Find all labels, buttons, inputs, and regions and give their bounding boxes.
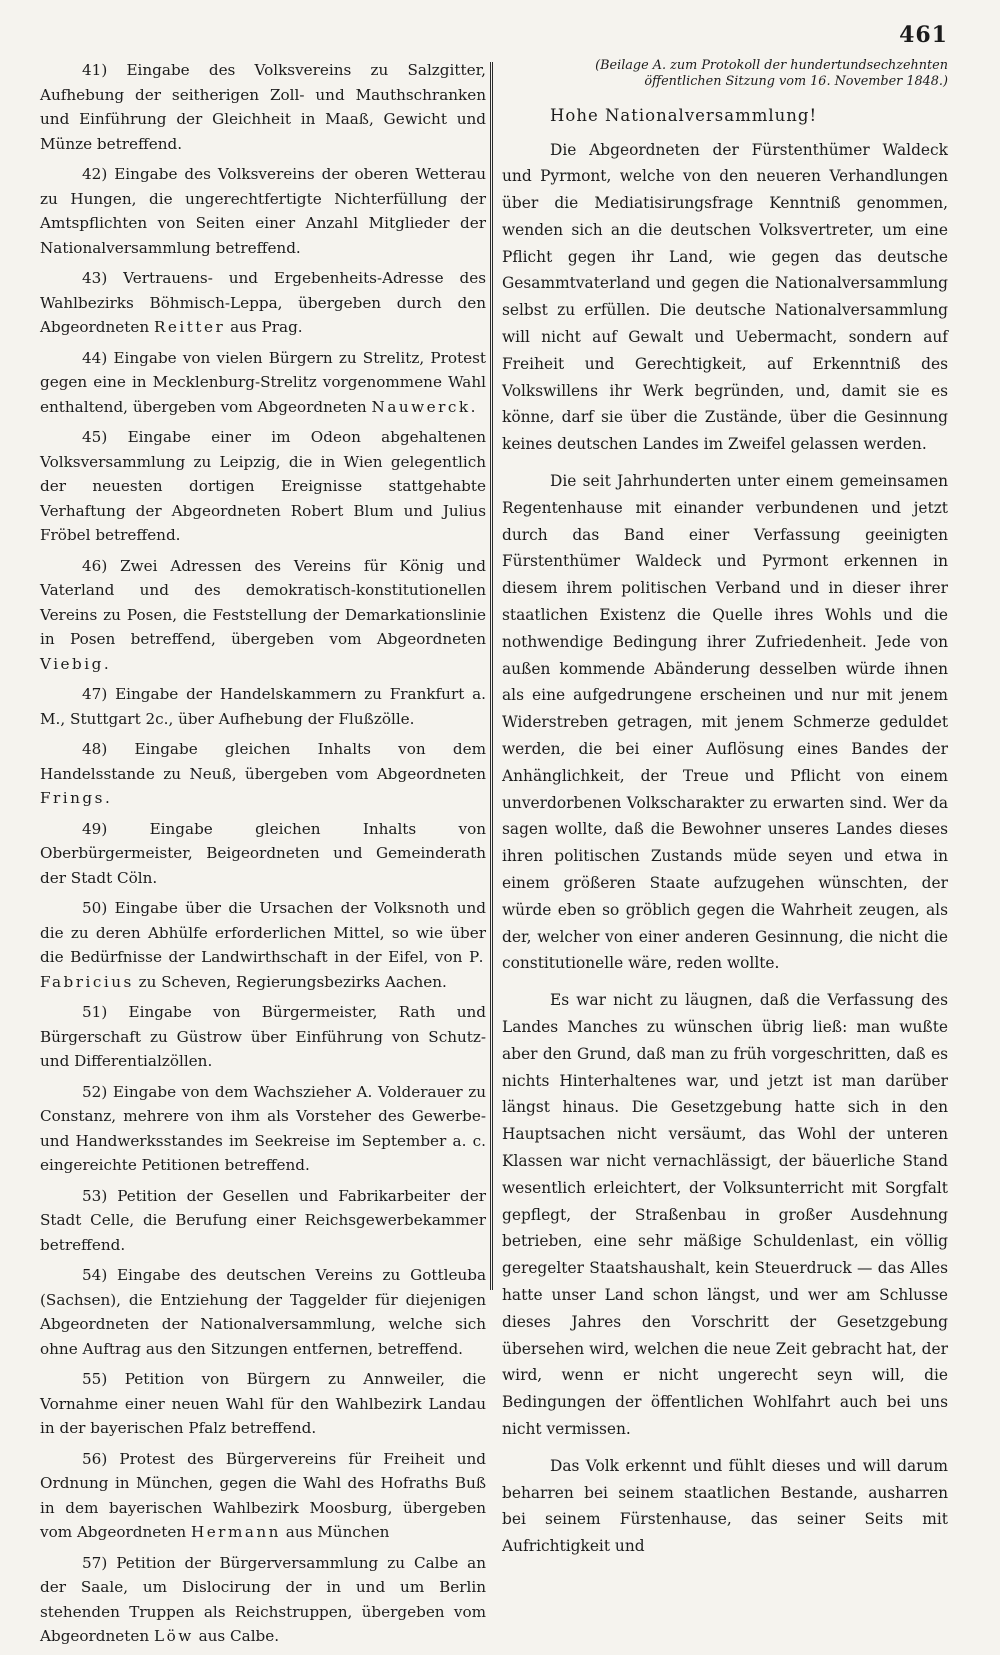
petition-entry (40, 817, 486, 891)
paragraph: Es war nicht zu läugnen, daß die Verfassung des Landes Manches zu wünschen übrig ließ: man wußte aber den Grund, daß man zu früh vorgeschritten, daß es nichts Hinterhaltenes war, und jetzt ist man darüber längst hinaus. Die Gesetzgebung hatte sich in den Hauptsachen nicht versäumt, das Wohl der unteren Klassen war nicht vernachlässigt, der bäuerliche Stand wesentlich erleichtert, der Volksunterricht mit Sorgfalt gepflegt, der Straßenbau in großer Ausdehnung betrieben, eine sehr mäßige Schuldenlast, ein völlig geregelter Staatshaushalt, kein Steuerdruck — das Alles hatte unser Land schon längst, und wer am Schlusse dieses Jahres den Vorschritt der Gesetzgebung übersehen wird, welchen die neue Zeit gebracht hat, der wird, wenn er nicht ungerecht seyn will, die Bedingungen der öffentlichen Wohlfahrt auch bei uns nicht vermissen. (502, 991, 948, 1438)
entry-text: Eingabe von Bürgermeister, Rath und Bürgerschaft zu Güstrow über Einführung von Schutz- und Differentialzöllen. (40, 1003, 487, 1070)
entry-number: 52) (82, 1082, 108, 1101)
entry-text: Eingabe gleichen Inhalts von Oberbürgermeister, Beigeordneten und Gemeinderath der Stadt Cöln. (40, 819, 486, 887)
entry-text-end: aus München (285, 1523, 390, 1541)
page-number: 461 (899, 22, 948, 48)
entry-text-end: . (470, 397, 476, 416)
left-column (40, 58, 486, 1655)
petition-entry (40, 1263, 486, 1361)
petition-entry (40, 58, 486, 156)
entry-text: Eingabe gleichen Inhalts von dem Handelsstande zu Neuß, übergeben vom Abgeordneten (40, 740, 487, 783)
entry-text-end: aus Prag. (230, 318, 303, 336)
petition-entry (40, 1184, 486, 1258)
petition-entry (40, 266, 486, 340)
entry-text: Protest des Bürgervereins für Freiheit und Ordnung in München, gegen die Wahl des Hofraths Buß in dem bayerischen Wahlbezirk Moosburg, übergeben vom Abgeordneten (40, 1449, 487, 1541)
entry-name-spaced: Reitter (154, 318, 226, 336)
petition-entry (40, 554, 486, 677)
petition-entry (40, 896, 486, 994)
entry-name-spaced: Frings (40, 789, 105, 807)
paragraph: Die seit Jahrhunderten unter einem gemeinsamen Regentenhause mit einander verbundenen und jetzt durch das Band einer Verfassung geeinigten Fürstenthümer Waldeck und Pyrmont erkennen in diesem ihrem politischen Verband und in dieser ihrer staatlichen Existenz die Quelle ihres Wohls und die nothwendige Bedingung ihrer Zufriedenheit. Jede von außen kommende Abänderung desselben würde ihnen als eine aufgedrungene erscheinen und nur mit jenem Widerstreben getragen, mit jenem Schmerze geduldet werden, die bei einer Auflösung eines Bandes der Anhänglichkeit, der Treue und Pflicht von einem unverdorbenen Volkscharakter zu erwarten sind. Wer da sagen wollte, daß die Bewohner unseres Landes dieses ihren politischen Zustands müde seyen und etwa in einem größeren Staate aufzugehen wünschten, der würde eben so gröblich gegen die Wahrheit zeugen, als der, welcher von einer anderen Gesinnung, die nicht die constitutionelle wäre, reden wollte. (502, 472, 948, 973)
entry-number: 54) (82, 1266, 108, 1284)
entry-text-end: zu Scheven, Regierungsbezirks Aachen. (138, 972, 447, 991)
entry-text: Eingabe des Volksvereins zu Salzgitter, Aufhebung der seitherigen Zoll- und Mauthschranken und Einführung der Gleichheit in Maaß, Gewicht und Münze betreffend. (40, 61, 487, 153)
entry-name-spaced: Nauwerck (371, 397, 471, 416)
petition-entry (40, 1080, 486, 1178)
entry-text: Vertrauens- und Ergebenheits-Adresse des Wahlbezirks Böhmisch-Leppa, übergeben durch den Abgeordneten (40, 269, 486, 336)
entry-text: Eingabe einer im Odeon abgehaltenen Volksversammlung zu Leipzig, die in Wien gelegentlich der neuesten dortigen Ereignisse stattgehabte Verhaftung der Abgeordneten Robert Blum und Julius Fröbel betreffend. (40, 428, 486, 544)
entry-text-end: aus Calbe. (198, 1627, 280, 1645)
entry-number: 43) (82, 269, 108, 287)
petition-entry (40, 1000, 486, 1074)
petition-entry (40, 737, 486, 811)
column-divider (490, 62, 493, 1290)
entry-number: 46) (82, 556, 108, 575)
paragraph: Das Volk erkennt und fühlt dieses und will darum beharren bei seinem staatlichen Bestande, ausharren bei seinem Fürstenhause, das seiner Seits mit Aufrichtigkeit und (502, 1456, 948, 1556)
entry-text: Petition der Gesellen und Fabrikarbeiter der Stadt Celle, die Berufung einer Reichsgewerbekammer betreffend. (40, 1186, 486, 1254)
entry-name-spaced: Löw (154, 1627, 194, 1645)
entry-text: Eingabe von vielen Bürgern zu Strelitz, Protest gegen eine in Mecklenburg-Strelitz vorgenommene Wahl enthaltend, übergeben vom Abgeordneten (40, 348, 486, 416)
petition-entry (40, 425, 486, 548)
entry-text-end: . (103, 654, 109, 673)
entry-number: 47) (82, 685, 108, 703)
entry-text: Eingabe über die Ursachen der Volksnoth und die zu deren Abhülfe erforderlichen Mittel, so wie über die Bedürfnisse der Landwirthschaft in der Eifel, von (40, 899, 486, 966)
petition-entry (40, 1551, 486, 1649)
entry-text: Eingabe des deutschen Vereins zu Gottleuba (Sachsen), die Entziehung der Taggelder für diejenigen Abgeordneten der Nationalversammlung, welche sich ohne Auftrag aus den Sitzungen entfernen, betreffend. (40, 1266, 486, 1358)
petition-entry (40, 162, 486, 260)
entry-number: 44) (82, 348, 108, 367)
appendix-note (502, 58, 948, 90)
entry-number: 57) (82, 1553, 108, 1572)
entry-name-spaced: P. Fabricius (40, 948, 487, 991)
entry-number: 56) (82, 1449, 108, 1468)
right-column (502, 58, 948, 1570)
petition-entry (40, 1367, 486, 1441)
petition-entry (40, 1447, 486, 1545)
entry-number: 42) (82, 165, 108, 183)
entry-text-end: . (104, 789, 110, 807)
entry-number: 55) (82, 1370, 108, 1388)
appendix-note-line2: öffentlichen Sitzung vom 16. November 1848.) (644, 74, 948, 89)
entry-text: Zwei Adressen des Vereins für König und Vaterland und des demokratisch-konstitutionellen Vereins zu Posen, die Feststellung der Demarkationslinie in Posen betreffend, übergeben vom Abgeordneten (40, 556, 486, 648)
entry-name-spaced: Hermann (190, 1523, 281, 1541)
paragraph: Die Abgeordneten der Fürstenthümer Waldeck und Pyrmont, welche von den neueren Verhandlungen über die Mediatisirungsfrage Kenntniß genommen, wenden sich an die deutschen Volksvertreter, um eine Pflicht gegen ihr Land, wie gegen das deutsche Gesammtvaterland und gegen die Nationalversammlung selbst zu erfüllen. Die deutsche Nationalversammlung will nicht auf Gewalt und Uebermacht, sondern auf Freiheit und Gerechtigkeit, auf Erkenntniß des Volkswillens ihr Werk begründen, und, damit sie es könne, darf sie über die Zustände, über die Gesinnung keines deutschen Landes im Zweifel gelassen werden. (502, 140, 948, 454)
entry-text: Petition der Bürgerversammlung zu Calbe an der Saale, um Dislocirung der in und um Berlin stehenden Truppen als Reichstruppen, übergeben vom Abgeordneten (40, 1553, 487, 1645)
entry-number: 51) (82, 1003, 108, 1021)
entry-number: 48) (82, 740, 108, 758)
entry-name-spaced: Viebig (40, 654, 104, 673)
appendix-note-line1: (Beilage A. zum Protokoll der hundertundsechzehnten (595, 58, 948, 73)
entry-text: Eingabe von dem Wachszieher A. Volderauer zu Constanz, mehrere von ihm als Vorsteher des Gewerbe- und Handwerksstandes im Seekreise im September a. c. eingereichte Petitionen betreffend. (40, 1082, 487, 1174)
entry-text: Eingabe des Volksvereins der oberen Wetterau zu Hungen, die ungerechtfertigte Nichterfüllung der Amtspflichten von Seiten einer Anzahl Mitglieder der Nationalversammlung betreffend. (40, 165, 486, 257)
entry-number: 49) (82, 819, 108, 838)
petition-entry (40, 682, 486, 731)
entry-number: 53) (82, 1186, 108, 1205)
entry-text: Eingabe der Handelskammern zu Frankfurt a. M., Stuttgart 2c., über Aufhebung der Flußzölle. (40, 685, 487, 728)
entry-text: Petition von Bürgern zu Annweiler, die Vornahme einer neuen Wahl für den Wahlbezirk Landau in der bayerischen Pfalz betreffend. (40, 1370, 486, 1437)
petition-entry (40, 346, 486, 420)
entry-number: 41) (82, 61, 108, 79)
entry-number: 50) (82, 899, 108, 917)
salutation: Hohe Nationalversammlung! (550, 106, 818, 125)
entry-number: 45) (82, 428, 108, 446)
